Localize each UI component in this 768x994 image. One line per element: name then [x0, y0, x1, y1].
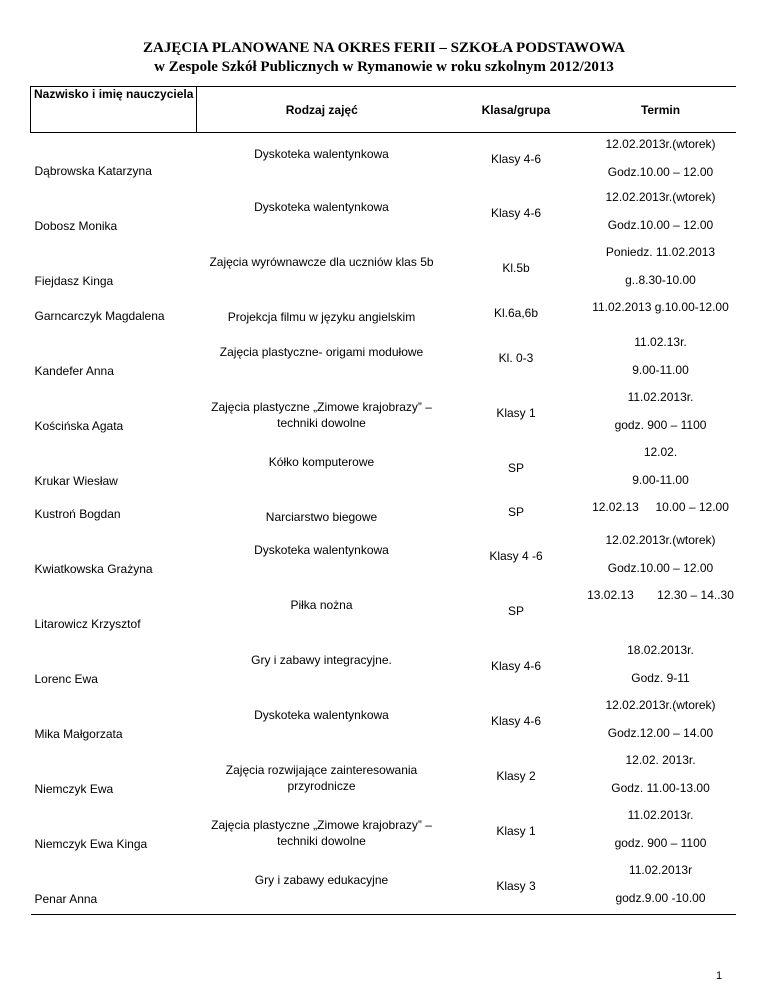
document-title: ZAJĘCIA PLANOWANE NA OKRES FERII – SZKOŁA PODSTAWOWA [143, 40, 625, 56]
class-group-cell: Klasy 1 [496, 824, 536, 838]
class-group-cell: Klasy 4 -6 [489, 549, 543, 563]
term-line: 12.02.13 10.00 – 12.00 [592, 499, 729, 514]
class-group-cell: Klasy 4-6 [490, 714, 542, 728]
term-line: g..8.30-10.00 [625, 272, 696, 287]
term-line: 12.02.2013r.(wtorek) [605, 697, 716, 712]
term-cell [586, 186, 736, 241]
activity-type-cell: Zajęcia plastyczne „Zimowe krajobrazy” – techniki dowolne [211, 399, 432, 430]
table-row [31, 241, 736, 296]
term-line: 11.02.2013r. [627, 807, 694, 822]
term-cell [586, 133, 736, 186]
activity-type-cell: Narciarstwo biegowe [265, 509, 378, 524]
class-group-cell: SP [507, 461, 524, 475]
term-line: 12.02. 2013r. [625, 752, 696, 767]
activity-type-cell: Gry i zabawy edukacyjne [254, 872, 389, 887]
term-line: 12.02.2013r.(wtorek) [605, 137, 716, 151]
term-line: 12.02.2013r.(wtorek) [605, 189, 716, 204]
table-row [31, 749, 736, 804]
table-row [31, 804, 736, 859]
class-group-cell: Klasy 4-6 [490, 659, 542, 673]
table-row [31, 441, 736, 496]
activity-type-cell: Zajęcia rozwijające zainteresowania przyrodnicze [225, 762, 418, 793]
activity-type-cell: Dyskoteka walentynkowa [254, 199, 389, 214]
term-line: 9.00-11.00 [632, 472, 689, 487]
activity-type-cell: Zajęcia plastyczne „Zimowe krajobrazy” – techniki dowolne [211, 817, 432, 848]
term-line: 18.02.2013r. [627, 642, 694, 657]
table-row [31, 296, 736, 331]
header-teacher-name: Nazwisko i imię nauczyciela [31, 87, 197, 133]
term-line: 9.00-11.00 [632, 362, 689, 377]
term-line: Godz.10.00 – 12.00 [607, 165, 714, 179]
teacher-name-cell: Mika Małgorzata [34, 726, 123, 741]
term-line: Godz. 9-11 [631, 670, 690, 685]
teacher-name-cell: Penar Anna [34, 892, 98, 906]
term-line: 11.02.2013 g.10.00-12.00 [592, 299, 729, 314]
teacher-name-cell: Lorenc Ewa [34, 671, 98, 686]
class-group-cell: Klasy 1 [496, 406, 536, 420]
term-line: 11.02.13r. [634, 334, 687, 349]
term-line: Godz. 11.00-13.00 [611, 780, 710, 795]
activity-type-cell: Kółko komputerowe [268, 454, 375, 469]
class-group-cell: SP [507, 604, 524, 618]
class-group-cell: Kl. 0-3 [498, 351, 534, 365]
activity-type-cell: Gry i zabawy integracyjne. [251, 652, 392, 667]
class-group-cell: Kl.6a,6b [493, 306, 539, 320]
teacher-name-cell: Dąbrowska Katarzyna [34, 163, 152, 178]
table-row [31, 186, 736, 241]
schedule-table [30, 86, 736, 915]
term-cell [586, 859, 736, 915]
term-cell [586, 331, 736, 386]
table-row [31, 133, 736, 186]
term-cell [586, 241, 736, 296]
term-line: godz. 900 – 1100 [614, 835, 707, 850]
term-cell [586, 529, 736, 584]
table-header-row [31, 87, 736, 133]
teacher-name-cell: Kościńska Agata [34, 418, 124, 433]
activity-type-cell: Dyskoteka walentynkowa [254, 147, 389, 161]
class-group-cell: Klasy 3 [496, 879, 536, 894]
table-row [31, 859, 736, 915]
term-cell [586, 441, 736, 496]
teacher-name-cell: Fiejdasz Kinga [34, 273, 114, 288]
table-row [31, 529, 736, 584]
activity-type-cell: Dyskoteka walentynkowa [254, 707, 389, 722]
activity-type-cell: Piłka nożna [290, 597, 353, 612]
term-cell [586, 496, 736, 529]
class-group-cell: Klasy 2 [496, 769, 536, 783]
class-group-cell: Kl.5b [502, 261, 530, 275]
class-group-cell: Klasy 4-6 [490, 152, 542, 167]
header-term: Termin [640, 102, 681, 117]
term-line: 11.02.2013r. [627, 389, 694, 404]
activity-type-cell: Dyskoteka walentynkowa [254, 542, 389, 557]
term-line: godz.9.00 -10.00 [615, 890, 706, 905]
term-line: Poniedz. 11.02.2013 [605, 244, 716, 259]
term-line: godz. 900 – 1100 [614, 417, 707, 432]
class-group-cell: SP [507, 505, 524, 519]
teacher-name-cell: Garncarczyk Magdalena [34, 308, 165, 323]
activity-type-cell: Zajęcia wyrównawcze dla uczniów klas 5b [209, 254, 434, 269]
teacher-name-cell: Kustroń Bogdan [34, 506, 121, 521]
term-cell [586, 694, 736, 749]
term-cell [586, 296, 736, 331]
table-row [31, 386, 736, 441]
table-row [31, 639, 736, 694]
teacher-name-cell: Kandefer Anna [34, 363, 114, 378]
teacher-name-cell: Kwiatkowska Grażyna [34, 561, 153, 576]
page-number: 1 [716, 970, 723, 982]
term-line: Godz.10.00 – 12.00 [607, 560, 714, 575]
term-cell [586, 749, 736, 804]
teacher-name-cell: Litarowicz Krzysztof [34, 616, 141, 631]
teacher-name-cell: Niemczyk Ewa [34, 781, 114, 796]
header-class-group: Klasa/grupa [481, 102, 551, 117]
term-line: Godz.10.00 – 12.00 [607, 217, 714, 232]
document-subtitle: w Zespole Szkół Publicznych w Rymanowie w roku szkolnym 2012/2013 [154, 59, 614, 75]
table-row [31, 694, 736, 749]
term-line: 12.02.2013r.(wtorek) [605, 532, 716, 547]
teacher-name-cell: Dobosz Monika [34, 218, 118, 233]
term-line: 11.02.2013r [628, 862, 693, 877]
term-cell [586, 804, 736, 859]
activity-type-cell: Zajęcia plastyczne- origami modułowe [219, 344, 424, 359]
teacher-name-cell: Niemczyk Ewa Kinga [34, 836, 148, 851]
teacher-name-cell: Krukar Wiesław [34, 473, 118, 488]
table-row [31, 584, 736, 639]
class-group-cell: Klasy 4-6 [490, 206, 542, 220]
activity-type-cell: Projekcja filmu w języku angielskim [227, 309, 416, 324]
table-row [31, 496, 736, 529]
term-cell [586, 386, 736, 441]
term-line: Godz.12.00 – 14.00 [607, 725, 714, 740]
term-line: 13.02.13 12.30 – 14..30 [587, 587, 734, 602]
table-row [31, 331, 736, 386]
term-cell [586, 639, 736, 694]
term-cell [586, 584, 736, 639]
header-activity-type: Rodzaj zajęć [285, 102, 358, 117]
term-line: 12.02. [643, 444, 678, 459]
